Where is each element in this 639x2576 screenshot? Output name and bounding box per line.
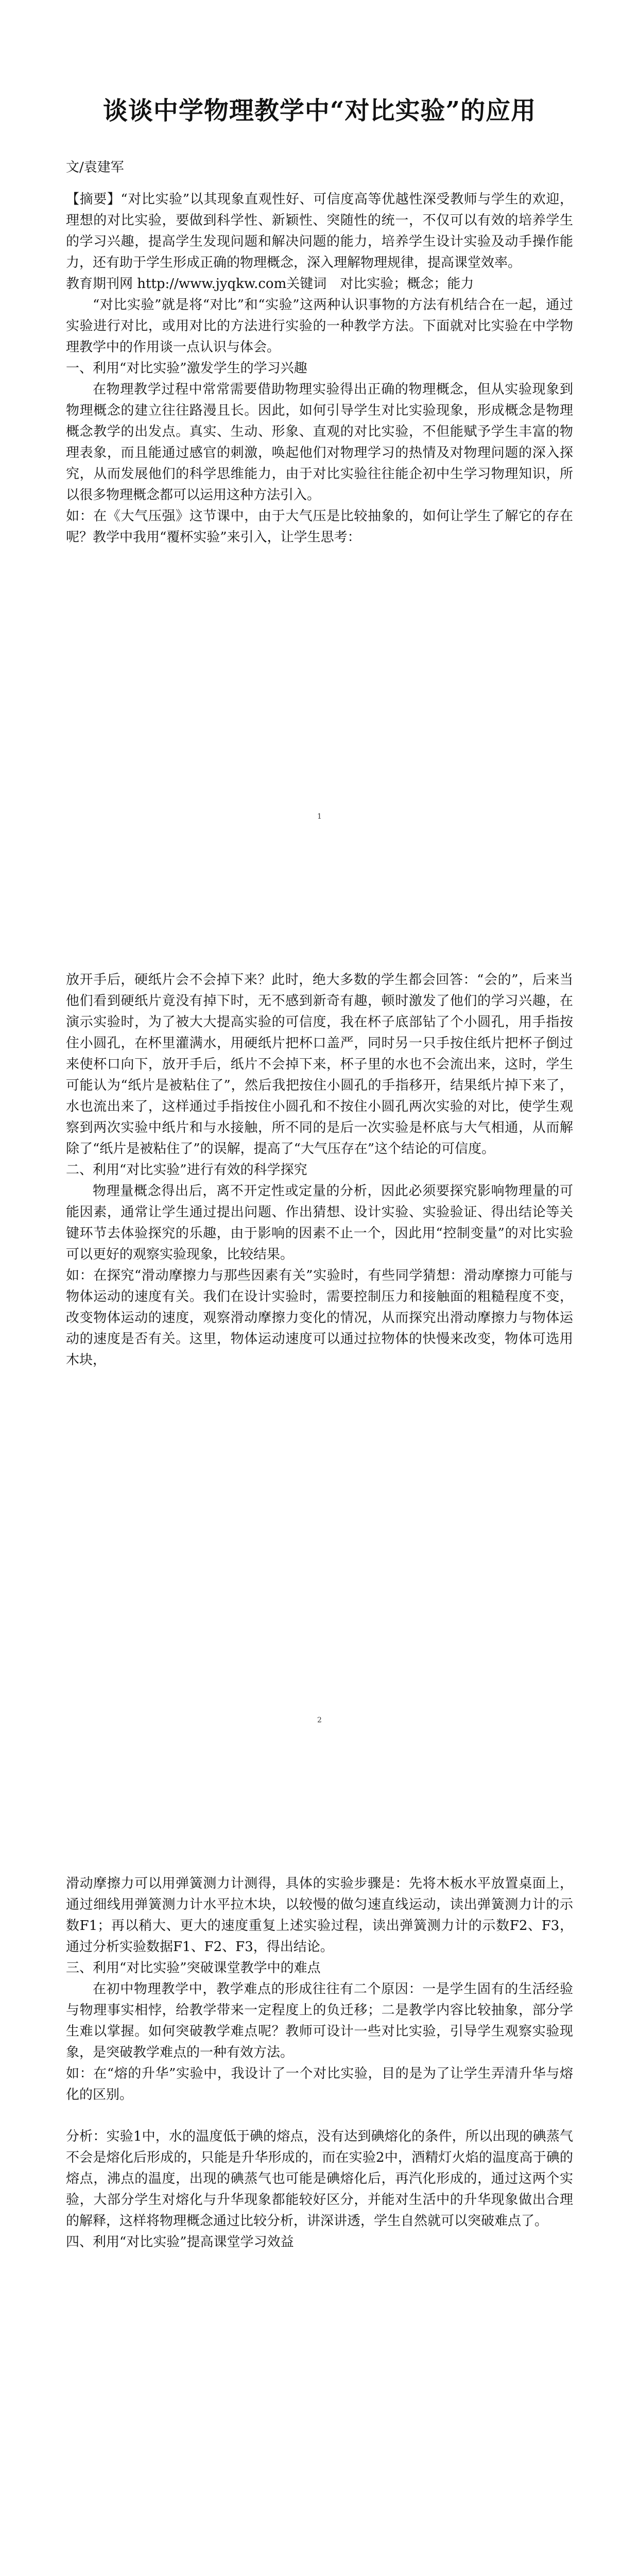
section-heading-1: 一、利用“对比实验”激发学生的学习兴趣	[66, 361, 307, 376]
page-3-content	[66, 1807, 573, 2253]
article-author: 文/袁建军	[66, 160, 124, 175]
figure-gap	[66, 2106, 573, 2126]
section-heading-2: 二、利用“对比实验”进行有效的科学探究	[66, 1162, 307, 1178]
page-1-content	[66, 189, 573, 548]
body-paragraph: 如：在探究“滑动摩擦力与那些因素有关”实验时，有些同学猜想：滑动摩擦力可能与物体运动的速度有关。我们在设计实验时，需要控制压力和接触面的粗糙程度不变，改变物体运动的速度，观察滑动摩擦力变化的情况，从而探究出滑动摩擦力与物体运动的速度是否有关。这里，物体运动速度可以通过拉物体的快慢来改变，物体可选用木块，	[66, 1268, 573, 1368]
page-3	[0, 1807, 639, 2576]
body-paragraph: 如：在“熔的升华”实验中，我设计了一个对比实验，目的是为了让学生弄清升华与熔化的区别。	[66, 2066, 573, 2103]
body-paragraph: 在物理教学过程中常常需要借助物理实验得出正确的物理概念，但从实验现象到物理概念的建立往往路漫且长。因此，如何引导学生对比实验现象，形成概念是物理概念教学的出发点。真实、生动、形象、直观的对比实验，不但能赋予学生丰富的物理表象，而且能通过感官的刺激，唤起他们对物理学习的热情及对物理问题的深入探究，从而发展他们的科学思维能力，由于对比实验往往能企初中生学习物理知识，所以很多物理概念都可以运用这种方法引入。	[66, 382, 573, 503]
page-number: 2	[317, 1716, 322, 1724]
intro-paragraph: “对比实验”就是将“对比”和“实验”这两种认识事物的方法有机结合在一起，通过实验进行对比，或用对比的方法进行实验的一种教学方法。下面就对比实验在中学物理教学中的作用谈一点认识与体会。	[66, 297, 573, 355]
article-title: 谈谈中学物理教学中“对比实验”的应用	[102, 96, 537, 125]
body-paragraph: 滑动摩擦力可以用弹簧测力计测得，具体的实验步骤是：先将木板水平放置桌面上，通过细线用弹簧测力计水平拉木块，以较慢的做匀速直线运动，读出弹簧测力计的示数F1；再以稍大、更大的速度重复上述实验过程，读出弹簧测力计的示数F2、F3，通过分析实验数据F1、F2、F3，得出结论。	[66, 1876, 573, 1955]
keywords-line: 教育期刊网 http://www.jyqkw.com关键词 对比实验；概念；能力	[66, 276, 474, 292]
body-paragraph: 物理量概念得出后，离不开定性或定量的分析，因此必须要探究影响物理量的可能因素，通常让学生通过提出问题、作出猜想、设计实验、实验验证、得出结论等关键环节去体验探究的乐趣，由于影响的因素不止一个，因此用“控制变量”的对比实验可以更好的观察实验现象，比较结果。	[66, 1183, 573, 1262]
page-number: 1	[317, 812, 322, 821]
abstract-paragraph: 【摘要】“对比实验”以其现象直观性好、可信度高等优越性深受教师与学生的欢迎，理想的对比实验，要做到科学性、新颖性、突随性的统一，不仅可以有效的培养学生的学习兴趣，提高学生发现问题和解决问题的能力，培养学生设计实验及动手操作能力，还有助于学生形成正确的物理概念，深入理解物理规律，提高课堂效率。	[66, 192, 573, 270]
section-heading-4: 四、利用“对比实验”提高课堂学习效益	[66, 2234, 294, 2250]
analysis-paragraph: 分析：实验1中，水的温度低于碘的熔点，没有达到碘熔化的条件，所以出现的碘蒸气不会是熔化后形成的，只能是升华形成的，而在实验2中，酒精灯火焰的温度高于碘的熔点，沸点的温度，出现的碘蒸气也可能是碘熔化后，再汽化形成的，通过这两个实验，大部分学生对熔化与升华现象都能较好区分，并能对生活中的升华现象做出合理的解释，这样将物理概念通过比较分析，讲深讲透，学生自然就可以突破难点了。	[66, 2129, 573, 2229]
section-heading-3: 三、利用“对比实验”突破课堂教学中的难点	[66, 1960, 321, 1976]
body-paragraph: 在初中物理教学中，教学难点的形成往往有二个原因：一是学生固有的生活经验与物理事实相悖，给教学带来一定程度上的负迁移；二是教学内容比较抽象，部分学生难以掌握。如何突破教学难点呢？教师可设计一些对比实验，引导学生观察实验现象，是突破教学难点的一种有效方法。	[66, 1981, 573, 2060]
page-2-content	[66, 904, 573, 1371]
body-paragraph: 放开手后，硬纸片会不会掉下来？此时，绝大多数的学生都会回答：“会的”，后来当他们看到硬纸片竟没有掉下时，无不感到新奇有趣，顿时激发了他们的学习兴趣，在演示实验时，为了被大大提高实验的可信度，我在杯子底部钻了个小圆孔，用手指按住小圆孔，在杯里灌满水，用硬纸片把杯口盖严，同时另一只手按住纸片把杯子倒过来使杯口向下，放开手后，纸片不会掉下来，杯子里的水也不会流出来，这时，学生可能认为“纸片是被粘住了”，然后我把按住小圆孔的手指移开，结果纸片掉下来了，水也流出来了，这样通过手指按住小圆孔和不按住小圆孔两次实验的对比，使学生观察到两次实验中纸片和与水接触，所不同的是后一次实验是杯底与大气相通，从而解除了“纸片是被粘住了”的误解，提高了“大气压存在”这个结论的可信度。	[66, 972, 573, 1157]
page-2	[0, 904, 639, 1807]
body-paragraph: 如：在《大气压强》这节课中，由于大气压是比较抽象的，如何让学生了解它的存在呢？教学中我用“覆杯实验”来引入，让学生思考：	[66, 509, 573, 545]
page-1	[0, 0, 639, 904]
